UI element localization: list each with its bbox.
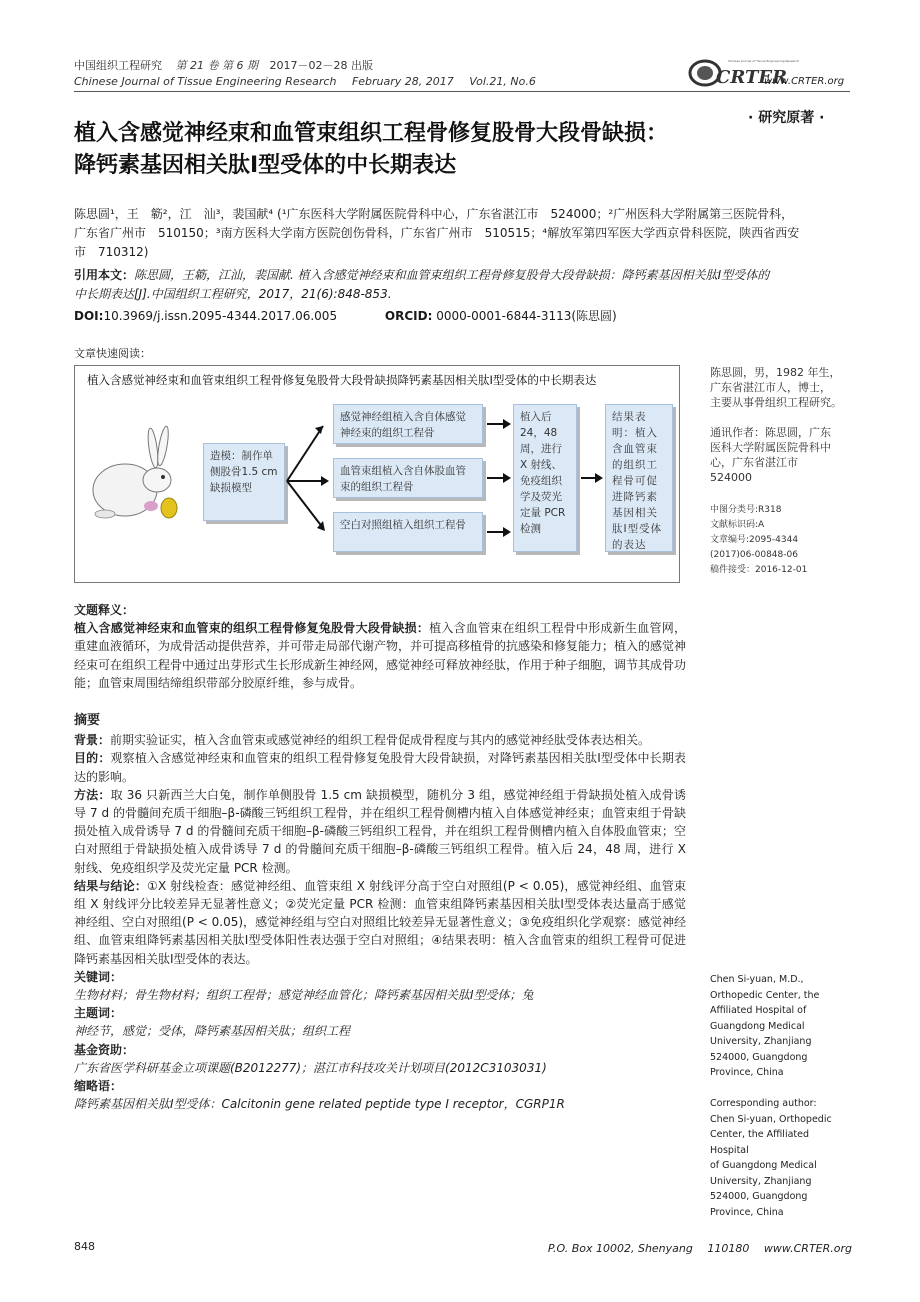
author-info-en bbox=[710, 972, 850, 1081]
date-en: February 28, 2017 bbox=[351, 75, 454, 88]
en-author-line5: University, Zhanjiang bbox=[710, 1036, 812, 1047]
quick-read-figure bbox=[74, 365, 680, 583]
crter-logo bbox=[688, 56, 800, 90]
en-corr-line1: Corresponding author: bbox=[710, 1098, 817, 1109]
funding-label: 基金资助： bbox=[74, 1042, 135, 1057]
doi-value[interactable]: 10.3969/j.issn.2095-4344.2017.06.005 bbox=[103, 309, 338, 323]
en-author-line2: Orthopedic Center, the bbox=[710, 989, 820, 1001]
en-corr-line4: of Guangdong Medical bbox=[710, 1160, 817, 1171]
authors-line2: 广东省广州市 510150；³南方医科大学南方医院创伤骨科，广东省广州市 510515；⁴解放军第四军医大学西京骨科医院，陕西省西安 bbox=[74, 226, 800, 240]
orcid-value[interactable]: 0000-0001-6844-3113(陈思圆) bbox=[436, 309, 617, 323]
authors-line1: 陈思圆¹，王 簕²，江 汕³，裴国献⁴ (¹广东医科大学附属医院骨科中心，广东省湛江市 524000；²广州医科大学附属第三医院骨科， bbox=[74, 207, 794, 221]
bio-line1: 陈思圆，男，1982 年生， bbox=[710, 366, 841, 379]
methods-label: 方法： bbox=[74, 787, 111, 802]
keywords-label: 关键词： bbox=[74, 969, 123, 984]
article-title-line2: 降钙素基因相关肽Ⅰ型受体的中长期表达 bbox=[74, 153, 457, 178]
en-corr-line2: Chen Si-yuan, Orthopedic bbox=[710, 1113, 832, 1125]
logo-small-text: Chinese Journal of Tissue Engineering Research bbox=[728, 59, 800, 63]
en-author-line7: Province, China bbox=[710, 1067, 784, 1078]
term-interpretation bbox=[74, 601, 686, 692]
branch-arrows bbox=[287, 406, 333, 546]
orcid-label: ORCID: bbox=[384, 309, 433, 323]
journal-name-cn: 中国组织工程研究 bbox=[74, 59, 162, 72]
classification-info bbox=[710, 503, 807, 578]
en-corr-line5: University, Zhanjiang bbox=[710, 1175, 812, 1187]
results-box: 结果表明：植入含血管束的组织工程骨可促进降钙素基因相关肽Ⅰ型受体的表达 bbox=[605, 404, 673, 552]
abbreviations-label: 缩略语： bbox=[74, 1079, 123, 1094]
background-label: 背景： bbox=[74, 733, 111, 748]
en-author-line3: Affiliated Hospital of bbox=[710, 1005, 807, 1016]
arrow-group2 bbox=[487, 477, 509, 479]
vascular-bundle-group-box: 血管束组植入含自体股血管束的组织工程骨 bbox=[333, 458, 483, 498]
interpretation-term: 植入含感觉神经束和血管束的组织工程骨修复兔股骨大段骨缺损： bbox=[74, 621, 430, 636]
header-rule bbox=[74, 91, 850, 92]
arrow-results bbox=[581, 477, 601, 479]
article-number: 文章编号:2095-4344 bbox=[710, 535, 799, 545]
objective-text: 观察植入含感觉神经束和血管束的组织工程骨修复兔股骨大段骨缺损，对降钙素基因相关肽Ⅰ型受体中长期表达的影响。 bbox=[74, 751, 686, 784]
corr-line3: 心，广东省湛江市 bbox=[710, 456, 798, 469]
corresponding-author-cn bbox=[710, 425, 831, 485]
page-number: 848 bbox=[74, 1240, 95, 1253]
bio-line3: 主要从事骨组织工程研究。 bbox=[710, 396, 842, 409]
citation-text1: 陈思圆，王簕，江汕，裴国献. 植入含感觉神经束和血管束组织工程骨修复股骨大段骨缺损：降钙素基因相关肽Ⅰ型受体的 bbox=[134, 268, 770, 282]
rabbit-illustration bbox=[83, 424, 195, 534]
corr-line4: 524000 bbox=[710, 471, 752, 484]
article-type: · 研究原著 · bbox=[748, 110, 825, 126]
journal-header-en bbox=[74, 74, 536, 89]
citation-text2: 中长期表达[J].中国组织工程研究，2017，21(6):848-853. bbox=[74, 287, 392, 301]
figure-title: 植入含感觉神经束和血管束组织工程骨修复兔股骨大段骨缺损降钙素基因相关肽Ⅰ型受体的中长期表达 bbox=[87, 373, 597, 387]
blank-control-group-box: 空白对照组植入组织工程骨 bbox=[333, 512, 483, 552]
journal-url[interactable]: www.CRTER.org bbox=[764, 76, 845, 87]
journal-name-en: Chinese Journal of Tissue Engineering Research bbox=[74, 75, 337, 88]
logo-text: CRTER bbox=[716, 67, 788, 88]
tests-box: 植入后 24，48 周，进行 X 射线、免疫组织学及荧光定量 PCR 检测 bbox=[513, 404, 577, 552]
article-title-line1: 植入含感觉神经束和血管束组织工程骨修复股骨大段骨缺损： bbox=[74, 121, 669, 146]
funding-text: 广东省医学科研基金立项课题(B2012277)；湛江市科技攻关计划项目(2012C3103031) bbox=[74, 1060, 547, 1075]
doi-line bbox=[74, 307, 617, 324]
doc-code: 文献标识码:A bbox=[710, 520, 765, 530]
quick-read-label: 文章快速阅读： bbox=[74, 347, 151, 360]
citation bbox=[74, 266, 854, 304]
en-corr-line3: Center, the Affiliated Hospital bbox=[710, 1129, 810, 1156]
abstract-label: 摘要 bbox=[74, 713, 101, 728]
model-box: 造模：制作单侧股骨1.5 cm 缺损模型 bbox=[203, 443, 285, 521]
en-corr-line7: Province, China bbox=[710, 1206, 784, 1218]
methods-text: 取 36 只新西兰大白兔，制作单侧股骨 1.5 cm 缺损模型，随机分 3 组，感觉神经组于骨缺损处植入成骨诱导 7 d 的骨髓间充质干细胞–β-磷酸三钙组织工程骨，并在组织工程骨侧槽内植入自体感觉神经束；血管束组于骨缺损处植入成骨诱导 7 d 的骨髓间充质干细胞–β-磷酸三钙组织工程骨，并在组织工程骨侧槽内植入自体股血管束；空白对照组于骨缺损处植入成骨诱导 7 d 的骨髓间充质干细胞–β-磷酸三钙组织工程骨。植入后 24，48 周，进行 X 射线、免疫组织学及荧光定量 PCR 检测。 bbox=[74, 787, 686, 875]
en-author-line4: Guangdong Medical bbox=[710, 1020, 805, 1032]
clc-number: 中图分类号:R318 bbox=[710, 505, 782, 515]
volume-cn: 第 21 卷 第 6 期 bbox=[175, 59, 258, 72]
journal-header-cn bbox=[74, 58, 373, 73]
arrow-group1 bbox=[487, 423, 509, 425]
results-label: 结果与结论： bbox=[74, 878, 148, 893]
en-author-line1: Chen Si-yuan, M.D., bbox=[710, 974, 804, 985]
objective-label: 目的： bbox=[74, 751, 111, 766]
abbreviations-text: 降钙素基因相关肽Ⅰ型受体：Calcitonin gene related peptide type I receptor，CGRP1R bbox=[74, 1097, 565, 1112]
doi-label: DOI: bbox=[74, 309, 104, 323]
date-cn: 2017－02－28 出版 bbox=[269, 59, 373, 72]
sensory-nerve-group-box: 感觉神经组植入含自体感觉神经束的组织工程骨 bbox=[333, 404, 483, 444]
interpretation-text: 植入含血管束在组织工程骨中形成新生血管网，重建血液循环，为成骨活动提供营养，并可带走局部代谢产物，并可提高移植骨的抗感染和修复能力；植入的感觉神经束可在组织工程骨中通过出芽形式生长形成新生神经网，感觉神经可释放神经肽，作用于种子细胞，调节其成骨功能；血管束周围结缔组织带部分胶原纤维，参与成骨。 bbox=[74, 621, 687, 690]
authors-line3: 市 710312) bbox=[74, 245, 149, 259]
en-corr-line6: 524000, Guangdong bbox=[710, 1191, 808, 1202]
footer-address: P.O. Box 10002, Shenyang 110180 www.CRTER.org bbox=[547, 1242, 852, 1255]
subject-headings-label: 主题词： bbox=[74, 1006, 123, 1021]
corr-line1: 通讯作者：陈思圆，广东 bbox=[710, 426, 831, 439]
results-text: ①X 射线检查：感觉神经组、血管束组 X 射线评分高于空白对照组(P < 0.05)，感觉神经组、血管束组 X 射线评分比较差异无显著性意义；②荧光定量 PCR 检测：血管束组降钙素基因相关肽Ⅰ型受体表达量高于感觉神经组、空白对照组(P < 0.05)，感觉神经组与空白对照组比较差异无显著性意义；③免疫组织化学观察：感觉神经组、血管束组降钙素基因相关肽Ⅰ型受体阳性表达强于空白对照组；④结果表明：植入含血管束的组织工程骨可促进降钙素基因相关肽Ⅰ型受体的表达。 bbox=[74, 878, 686, 966]
corr-line2: 医科大学附属医院骨科中 bbox=[710, 441, 831, 454]
accepted-date: 稿件接受：2016-12-01 bbox=[710, 565, 808, 575]
keywords-text: 生物材料；骨生物材料；组织工程骨；感觉神经血管化；降钙素基因相关肽Ⅰ型受体；兔 bbox=[74, 988, 534, 1003]
corresponding-author-en bbox=[710, 1096, 850, 1220]
arrow-group3 bbox=[487, 531, 509, 533]
volume-en: Vol.21, No.6 bbox=[469, 75, 536, 88]
author-affiliations bbox=[74, 205, 854, 262]
interpretation-label: 文题释义： bbox=[74, 603, 135, 617]
abstract bbox=[74, 712, 686, 1113]
bio-line2: 广东省湛江市人，博士， bbox=[710, 381, 831, 394]
article-number-2: (2017)06-00848-06 bbox=[710, 550, 798, 560]
citation-label: 引用本文： bbox=[74, 268, 135, 282]
background-text: 前期实验证实，植入含血管束或感觉神经的组织工程骨促成骨程度与其内的感觉神经肽受体表达相关。 bbox=[110, 733, 651, 748]
en-author-line6: 524000, Guangdong bbox=[710, 1051, 808, 1063]
author-bio bbox=[710, 365, 842, 410]
subject-headings-text: 神经节，感觉；受体，降钙素基因相关肽；组织工程 bbox=[74, 1024, 351, 1039]
